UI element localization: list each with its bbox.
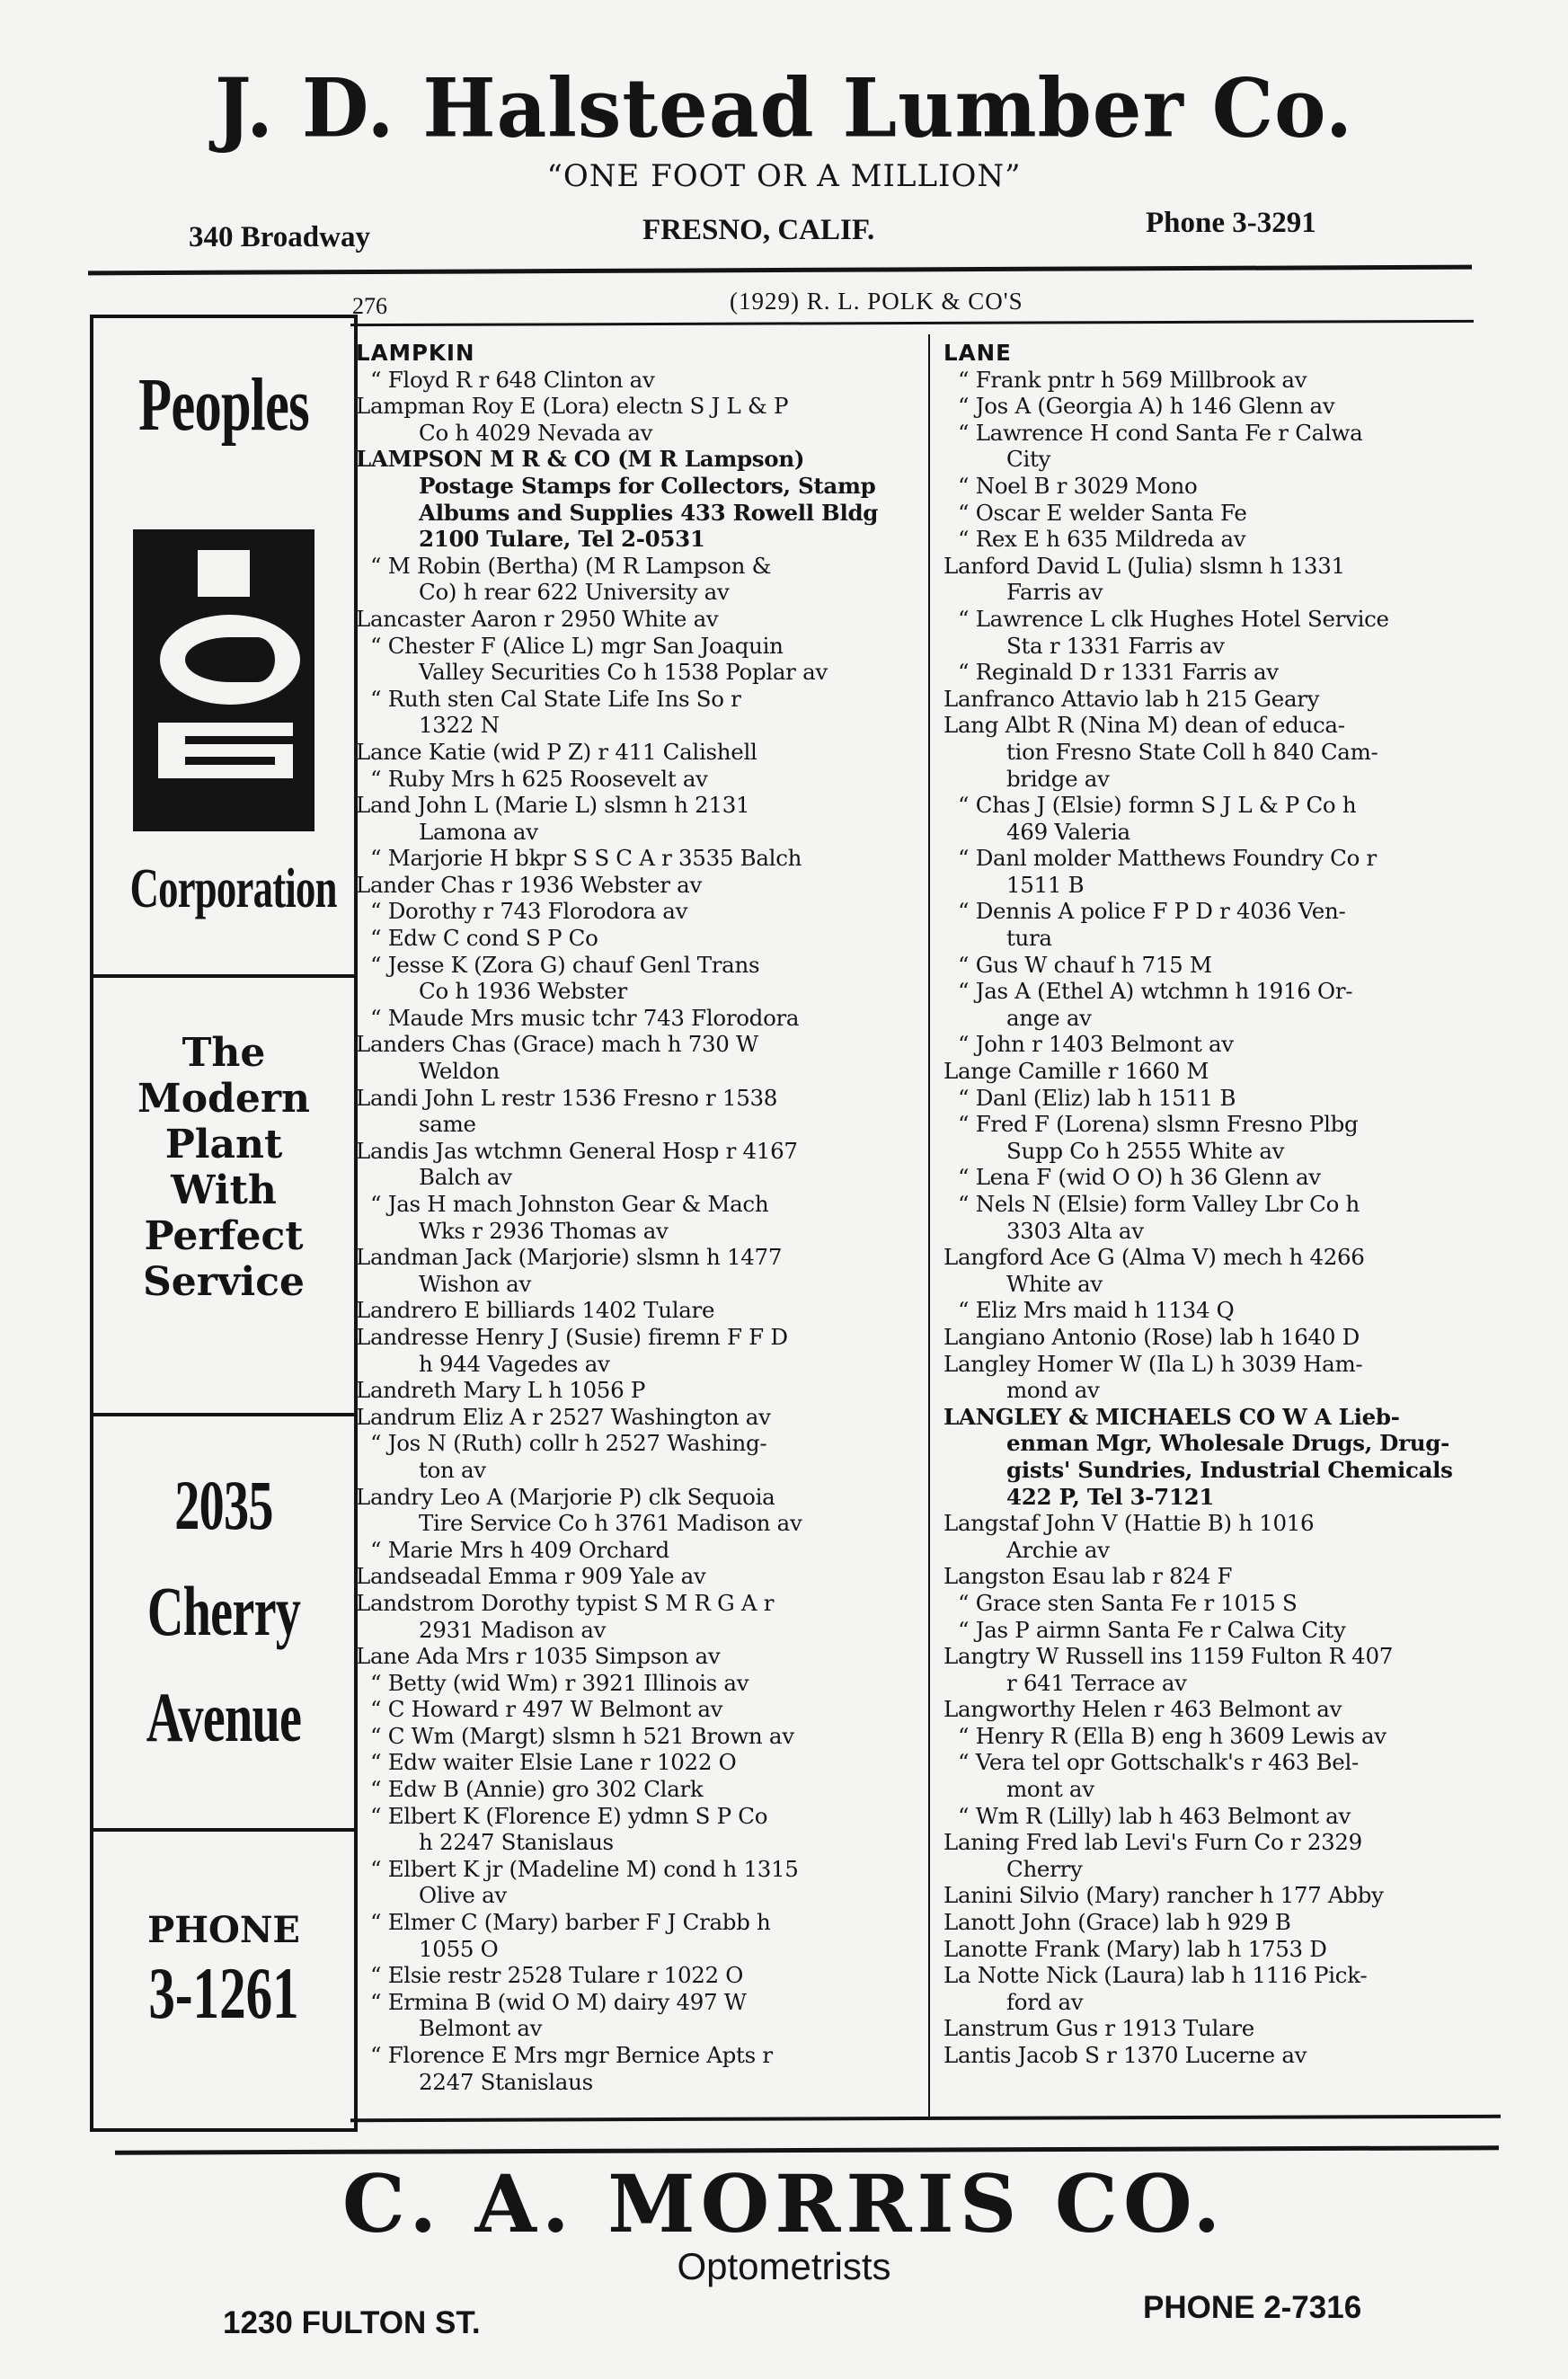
listing-entry-ditto: “ Frank pntr h 569 Millbrook av [958,366,1307,393]
listing-entry-continuation: White av [1006,1270,1103,1297]
listing-entry-continuation: Belmont av [419,2015,543,2042]
business-listing-continuation: gists' Sundries, Industrial Chemicals [1006,1456,1453,1483]
listing-entry-ditto: “ Nels N (Elsie) form Valley Lbr Co h [958,1191,1360,1217]
listing-entry: Landreth Mary L h 1056 P [356,1377,646,1404]
listing-entry-continuation: tion Fresno State Coll h 840 Cam- [1006,738,1378,765]
listing-entry-ditto: “ Elsie restr 2528 Tulare r 1022 O [370,1962,744,1989]
sidebar-address-section [93,1413,354,1828]
listing-entry: Langworthy Helen r 463 Belmont av [943,1696,1342,1723]
listing-entry-continuation: City [1006,446,1051,473]
bottom-ad-phone: PHONE 2-7316 [1143,2290,1362,2325]
business-listing-continuation: Albums and Supplies 433 Rowell Bldg [419,499,879,526]
listing-entry-continuation: Weldon [419,1058,500,1085]
column-divider [928,334,930,2118]
listing-entry: Lance Katie (wid P Z) r 411 Calishell [356,738,757,765]
listing-entry-continuation: ford av [1006,1988,1084,2015]
listing-entry-continuation: h 2247 Stanislaus [419,1829,614,1856]
listing-entry-continuation: Co h 4029 Nevada av [419,419,653,446]
surname-heading: LAMPKIN [356,340,475,366]
listing-entry-ditto: “ Marie Mrs h 409 Orchard [370,1536,669,1563]
sidebar-phone-section [93,1828,354,2128]
listing-entry: Langford Ace G (Alma V) mech h 4266 [943,1244,1365,1271]
bottom-rule [350,2115,1501,2122]
listing-entry-ditto: “ Chester F (Alice L) mgr San Joaquin [370,632,784,659]
top-ad-title: J. D. Halstead Lumber Co. [215,60,1353,156]
ice-logo-e-bar-2 [185,757,275,765]
listing-entry: Landseadal Emma r 909 Yale av [356,1563,706,1590]
listing-entry: Lanford David L (Julia) slsmn h 1331 [943,552,1345,579]
business-listing: LANGLEY & MICHAELS CO W A Lieb- [943,1403,1400,1430]
listing-entry: Landis Jas wtchmn General Hosp r 4167 [356,1137,798,1164]
ice-logo-c-inner [185,637,275,682]
listing-entry-continuation: ange av [1006,1004,1092,1031]
surname-heading: LANE [943,340,1012,366]
listing-entry-ditto: “ Maude Mrs music tchr 743 Florodora [370,1004,800,1031]
top-ad-address: 340 Broadway [189,221,370,253]
listing-entry-continuation: Supp Co h 2555 White av [1006,1137,1285,1164]
listing-entry: Lanfranco Attavio lab h 215 Geary [943,685,1320,712]
listing-entry-continuation: Tire Service Co h 3761 Madison av [419,1510,802,1537]
listing-entry-ditto: “ Reginald D r 1331 Farris av [958,659,1279,686]
sidebar-peoples: Peoples [138,363,309,447]
listing-entry: La Notte Nick (Laura) lab h 1116 Pick- [943,1962,1368,1989]
listing-entry-continuation: 2931 Madison av [419,1616,607,1643]
listing-entry-continuation: 2247 Stanislaus [419,2068,593,2095]
listing-entry: Landrero E billiards 1402 Tulare [356,1297,715,1324]
sidebar-slogan-line: Plant [164,1122,283,1167]
sidebar-slogan-section [93,974,354,1413]
listing-entry-ditto: “ Lena F (wid O O) h 36 Glenn av [958,1164,1321,1191]
listing-entry: Lander Chas r 1936 Webster av [356,871,702,898]
sidebar-slogan-line: The [182,1030,266,1076]
listing-entry: Landi John L restr 1536 Fresno r 1538 [356,1084,778,1111]
listing-entry-continuation: 1511 B [1006,871,1085,898]
listing-entry-continuation: mont av [1006,1776,1094,1803]
listing-entry-ditto: “ Vera tel opr Gottschalk's r 463 Bel- [958,1749,1360,1776]
listing-entry-ditto: “ Fred F (Lorena) slsmn Fresno Plbg [958,1111,1359,1138]
listing-entry-ditto: “ M Robin (Bertha) (M R Lampson & [370,552,772,579]
listing-entry-ditto: “ Dorothy r 743 Florodora av [370,898,688,925]
ice-logo-e-shape [158,723,293,778]
listing-entry-continuation: Co) h rear 622 University av [419,579,730,606]
listing-entry-continuation: 3303 Alta av [1006,1217,1144,1244]
listing-entry-continuation: Cherry [1006,1855,1083,1882]
ice-logo-i-shape [198,550,250,597]
listing-entry: Lanotte Frank (Mary) lab h 1753 D [943,1935,1327,1962]
listing-entry-ditto: “ Eliz Mrs maid h 1134 Q [958,1297,1235,1324]
listing-entry: Landstrom Dorothy typist S M R G A r [356,1589,775,1616]
bottom-ad-title: C. A. MORRIS CO. [341,2157,1227,2250]
listing-entry: Langstaf John V (Hattie B) h 1016 [943,1510,1315,1537]
listing-entry-ditto: “ John r 1403 Belmont av [958,1031,1234,1058]
directory-left-column [356,340,922,2095]
listing-entry-ditto: “ Jos N (Ruth) collr h 2527 Washing- [370,1430,767,1457]
directory-right-column [943,340,1502,2069]
sidebar-ad [90,315,358,2132]
listing-entry-ditto: “ Grace sten Santa Fe r 1015 S [958,1589,1298,1616]
listing-entry-ditto: “ Jas A (Ethel A) wtchmn h 1916 Or- [958,978,1353,1005]
listing-entry-continuation: ton av [419,1456,486,1483]
listing-entry: Lang Albt R (Nina M) dean of educa- [943,712,1345,739]
listing-entry-continuation: Balch av [419,1164,512,1191]
listing-entry-ditto: “ Betty (wid Wm) r 3921 Illinois av [370,1669,749,1696]
listing-entry: Lange Camille r 1660 M [943,1058,1209,1085]
listing-entry-ditto: “ Jas H mach Johnston Gear & Mach [370,1191,769,1217]
business-listing-continuation: 422 P, Tel 3-7121 [1006,1483,1215,1510]
listing-entry-continuation: h 944 Vagedes av [419,1350,610,1377]
listing-entry: Langston Esau lab r 824 F [943,1563,1233,1590]
listing-entry-ditto: “ Rex E h 635 Mildreda av [958,526,1246,553]
listing-entry-continuation: Wishon av [419,1270,532,1297]
sidebar-corporation: Corporation [129,858,337,919]
listing-entry-ditto: “ Henry R (Ella B) eng h 3609 Lewis av [958,1722,1386,1749]
listing-entry: Landry Leo A (Marjorie P) clk Sequoia [356,1483,775,1510]
listing-entry-continuation: Archie av [1006,1536,1110,1563]
ice-logo-icon [133,529,314,831]
top-ad-slogan: “ONE FOOT OR A MILLION” [546,158,1022,194]
listing-entry: Landrum Eliz A r 2527 Washington av [356,1403,771,1430]
listing-entry: Lancaster Aaron r 2950 White av [356,605,719,632]
listing-entry: Land John L (Marie L) slsmn h 2131 [356,792,750,819]
listing-entry-ditto: “ Ruby Mrs h 625 Roosevelt av [370,765,708,792]
listing-entry-ditto: “ Gus W chauf h 715 M [958,951,1212,978]
listing-entry-continuation: Farris av [1006,579,1103,606]
listing-entry-ditto: “ Danl (Eliz) lab h 1511 B [958,1084,1236,1111]
business-listing: LAMPSON M R & CO (M R Lampson) [356,446,805,473]
listing-entry-continuation: 469 Valeria [1006,818,1130,845]
listing-entry-ditto: “ Jas P airmn Santa Fe r Calwa City [958,1616,1346,1643]
listing-entry-continuation: Olive av [419,1882,507,1909]
bottom-ad-address: 1230 FULTON ST. [223,2305,481,2340]
listing-entry-ditto: “ Elbert K jr (Madeline M) cond h 1315 [370,1855,799,1882]
listing-entry-ditto: “ C Wm (Margt) slsmn h 521 Brown av [370,1722,794,1749]
sidebar-address-line: Cherry [146,1572,301,1650]
page-number: 276 [352,293,387,319]
sidebar-address-line: Avenue [146,1678,302,1756]
listing-entry: Landers Chas (Grace) mach h 730 W [356,1031,758,1058]
sidebar-ice-section [93,318,354,974]
listing-entry-continuation: same [419,1111,476,1138]
listing-entry: Lane Ada Mrs r 1035 Simpson av [356,1643,721,1670]
listing-entry-ditto: “ Noel B r 3029 Mono [958,472,1198,499]
bottom-ad-subtitle: Optometrists [677,2245,891,2287]
listing-entry: Langtry W Russell ins 1159 Fulton R 407 [943,1643,1394,1670]
listing-entry-ditto: “ Jos A (Georgia A) h 146 Glenn av [958,393,1335,420]
listing-entry-continuation: tura [1006,925,1052,952]
listing-entry-continuation: mond av [1006,1377,1100,1404]
listing-entry: Lanstrum Gus r 1913 Tulare [943,2015,1254,2042]
sidebar-address-line: 2035 [174,1466,273,1544]
sidebar-slogan-line: With [171,1167,277,1213]
listing-entry: Landman Jack (Marjorie) slsmn h 1477 [356,1244,783,1271]
listing-entry-ditto: “ Elbert K (Florence E) ydmn S P Co [370,1802,768,1829]
running-head-title: (1929) R. L. POLK & CO'S [730,288,1023,315]
sidebar-phone-label: PHONE [147,1909,300,1951]
listing-entry-ditto: “ Lawrence L clk Hughes Hotel Service [958,605,1389,632]
listing-entry-ditto: “ Chas J (Elsie) formn S J L & P Co h [958,792,1357,819]
listing-entry-ditto: “ Edw waiter Elsie Lane r 1022 O [370,1749,737,1776]
listing-entry: Langiano Antonio (Rose) lab h 1640 D [943,1323,1360,1350]
listing-entry: Lampman Roy E (Lora) electn S J L & P [356,393,789,420]
listing-entry-ditto: “ Jesse K (Zora G) chauf Genl Trans [370,951,760,978]
listing-entry-continuation: Sta r 1331 Farris av [1006,632,1225,659]
business-listing-continuation: 2100 Tulare, Tel 2-0531 [419,526,705,553]
listing-entry: Laning Fred lab Levi's Furn Co r 2329 [943,1829,1362,1856]
listing-entry-ditto: “ Edw C cond S P Co [370,925,598,952]
top-ad-rule [88,265,1472,276]
footer-rule [115,2145,1499,2154]
listing-entry-ditto: “ Wm R (Lilly) lab h 463 Belmont av [958,1802,1351,1829]
listing-entry-continuation: bridge av [1006,765,1110,792]
listing-entry-continuation: Valley Securities Co h 1538 Poplar av [419,659,828,686]
listing-entry-ditto: “ Ruth sten Cal State Life Ins So r [370,685,741,712]
listing-entry: Lantis Jacob S r 1370 Lucerne av [943,2042,1307,2068]
listing-entry-continuation: Co h 1936 Webster [419,978,627,1005]
business-listing-continuation: enman Mgr, Wholesale Drugs, Drug- [1006,1430,1449,1457]
listing-entry-ditto: “ Florence E Mrs mgr Bernice Apts r [370,2042,773,2068]
listing-entry-ditto: “ Floyd R r 648 Clinton av [370,366,655,393]
ice-logo-e-bar-1 [185,736,293,744]
sidebar-slogan-line: Modern [137,1076,310,1122]
listing-entry-continuation: r 641 Terrace av [1006,1669,1187,1696]
sidebar-phone-number: 3-1261 [148,1952,299,2034]
listing-entry: Lanott John (Grace) lab h 929 B [943,1909,1291,1936]
listing-entry: Langley Homer W (Ila L) h 3039 Ham- [943,1350,1363,1377]
listing-entry-ditto: “ Oscar E welder Santa Fe [958,499,1247,526]
listing-entry-ditto: “ Ermina B (wid O M) dairy 497 W [370,1988,747,2015]
listing-entry-ditto: “ Marjorie H bkpr S S C A r 3535 Balch [370,845,802,872]
listing-entry-ditto: “ Elmer C (Mary) barber F J Crabb h [370,1909,771,1936]
listing-entry-continuation: 1055 O [419,1935,499,1962]
sidebar-slogan-line: Service [142,1259,306,1305]
listing-entry-continuation: Lamona av [419,818,538,845]
listing-entry: Lanini Silvio (Mary) rancher h 177 Abby [943,1882,1384,1909]
listing-entry-ditto: “ Dennis A police F P D r 4036 Ven- [958,898,1346,925]
sidebar-slogan-line: Perfect [144,1213,304,1259]
listing-entry-ditto: “ Danl molder Matthews Foundry Co r [958,845,1377,872]
listing-entry-continuation: 1322 N [419,712,500,739]
listing-entry-continuation: Wks r 2936 Thomas av [419,1217,669,1244]
running-head-rule [350,320,1474,326]
listing-entry: Landresse Henry J (Susie) firemn F F D [356,1323,788,1350]
listing-entry-ditto: “ C Howard r 497 W Belmont av [370,1696,723,1723]
listing-entry-ditto: “ Edw B (Annie) gro 302 Clark [370,1776,704,1803]
top-ad-phone: Phone 3-3291 [1146,207,1316,239]
business-listing-continuation: Postage Stamps for Collectors, Stamp [419,472,876,499]
top-ad-city: FRESNO, CALIF. [642,214,875,246]
listing-entry-ditto: “ Lawrence H cond Santa Fe r Calwa [958,419,1363,446]
